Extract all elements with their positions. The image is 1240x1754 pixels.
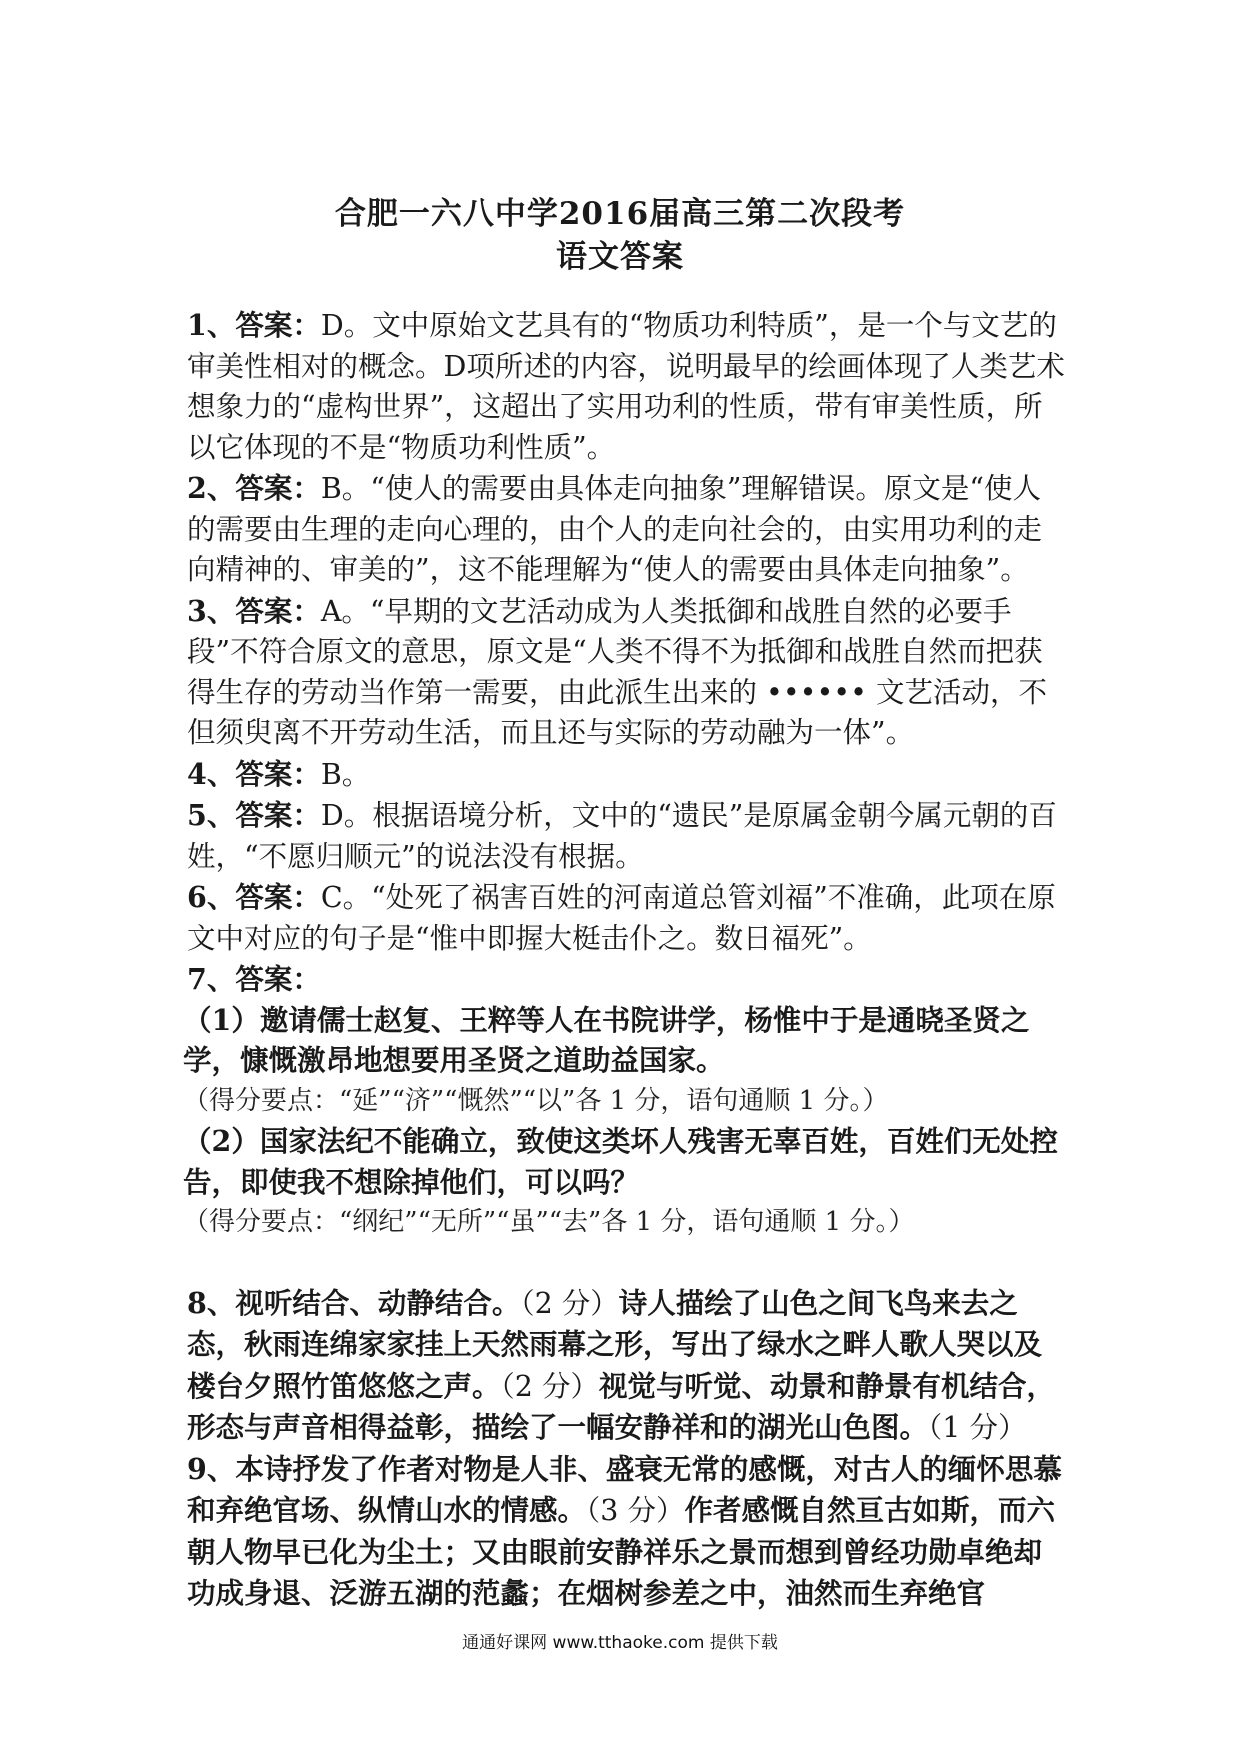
answer-2-label: 2、答案： (187, 471, 321, 505)
answer-7-part-1-scoring: （得分要点：“延”“济”“慨然”“以”各 1 分，语句通顺 1 分。） (183, 1085, 889, 1116)
answer-8-score-3: （1 分） (928, 1411, 1027, 1444)
answer-6-text: C。“处死了祸害百姓的河南道总管刘福”不准确，此项在原文中对应的句子是“惟中即握大梃击仆之。数日福死”。 (187, 881, 1056, 955)
answer-7-part-2-scoring: （得分要点：“纲纪”“无所”“虽”“去”各 1 分，语句通顺 1 分。） (183, 1207, 915, 1237)
answer-9-body: 作者感慨自然亘古如斯，而六朝人物早已化为尘土；又由眼前安静祥乐之景而想到曾经功勋卓绝却功成身退、泛游五湖的范蠡；在烟树参差之中，油然而生弃绝官 (187, 1493, 1055, 1610)
answer-1 (187, 305, 1067, 468)
answer-7-part-1: （1）邀请儒士赵复、王粹等人在书院讲学，杨惟中于是通晓圣贤之学，慷慨激昂地想要用圣贤之道助益国家。 (183, 1002, 1030, 1077)
section-gap (187, 1243, 1067, 1283)
answer-8-body-1: 诗人描绘了山色之间飞鸟来去之态，秋雨连绵家家挂上天然雨幕之形，写出了绿水之畔人歌人哭以及楼台夕照竹笛悠悠之声。 (187, 1285, 1043, 1403)
answer-3 (187, 591, 1067, 754)
answer-7-label: 7、答案： (187, 962, 321, 996)
answer-3-label: 3、答案： (187, 593, 321, 628)
answer-9 (187, 1449, 1067, 1615)
answer-2 (187, 468, 1067, 591)
answer-5 (187, 795, 1067, 877)
answer-2-text: B。“使人的需要由具体走向抽象”理解错误。原文是“使人的需要由生理的走向心理的，由个人的走向社会的，由实用功利的走向精神的、审美的”，这不能理解为“使人的需要由具体走向抽象”。 (187, 472, 1043, 586)
answer-7-part-2: （2）国家法纪不能确立，致使这类坏人残害无辜百姓，百姓们无处控告，即使我不想除掉他们，可以吗？ (183, 1124, 1058, 1199)
answer-9-lead: 9、本诗抒发了作者对物是人非、盛衰无常的感慨，对古人的缅怀思慕和弃绝官场、纵情山水的情感。 (187, 1451, 1062, 1527)
answer-5-text: D。根据语境分析，文中的“遗民”是原属金朝今属元朝的百姓，“不愿归顺元”的说法没有根据。 (187, 799, 1057, 873)
answer-3-text: A。“早期的文艺活动成为人类抵御和战胜自然的必要手段”不符合原文的意思，原文是“人类不得不为抵御和战胜自然而把获得生存的劳动当作第一需要，由此派生出来的 •••••• 文艺活动，不但须臾离不开劳动生活，而且还与实际的劳动融为一体”。 (187, 594, 1047, 749)
answer-8-score-1: （2 分） (520, 1286, 619, 1320)
answer-6 (187, 877, 1067, 959)
answer-8-score-2: （2 分） (500, 1369, 599, 1403)
answer-6-label: 6、答案： (187, 880, 321, 914)
answer-8-body-2: 视觉与听觉、动景和静景有机结合，形态与声音相得益彰，描绘了一幅安静祥和的湖光山色图。 (187, 1368, 1055, 1444)
answer-8 (187, 1283, 1067, 1449)
answer-4-text: B。 (320, 757, 371, 791)
footer-credit: 通通好课网 www.tthaoke.com 提供下载 (462, 1633, 778, 1653)
answer-1-label: 1、答案： (187, 308, 321, 342)
answer-4 (187, 754, 1067, 796)
answer-1-text: D。文中原始文艺具有的“物质功利特质”，是一个与文艺的审美性相对的概念。D项所述的内容，说明最早的绘画体现了人类艺术想象力的“虚构世界”，这超出了实用功利的性质，带有审美性质，所以它体现的不是“物质功利性质”。 (187, 309, 1065, 464)
document-subtitle: 语文答案 (556, 239, 684, 275)
answer-body (183, 305, 1067, 1615)
answer-9-score-1: （3 分） (586, 1494, 685, 1527)
answer-8-lead: 8、视听结合、动静结合。 (187, 1285, 521, 1320)
answer-4-label: 4、答案： (187, 756, 321, 791)
document-title: 合肥一六八中学2016届高三第二次段考 (334, 196, 906, 232)
answer-5-label: 5、答案： (187, 798, 321, 832)
